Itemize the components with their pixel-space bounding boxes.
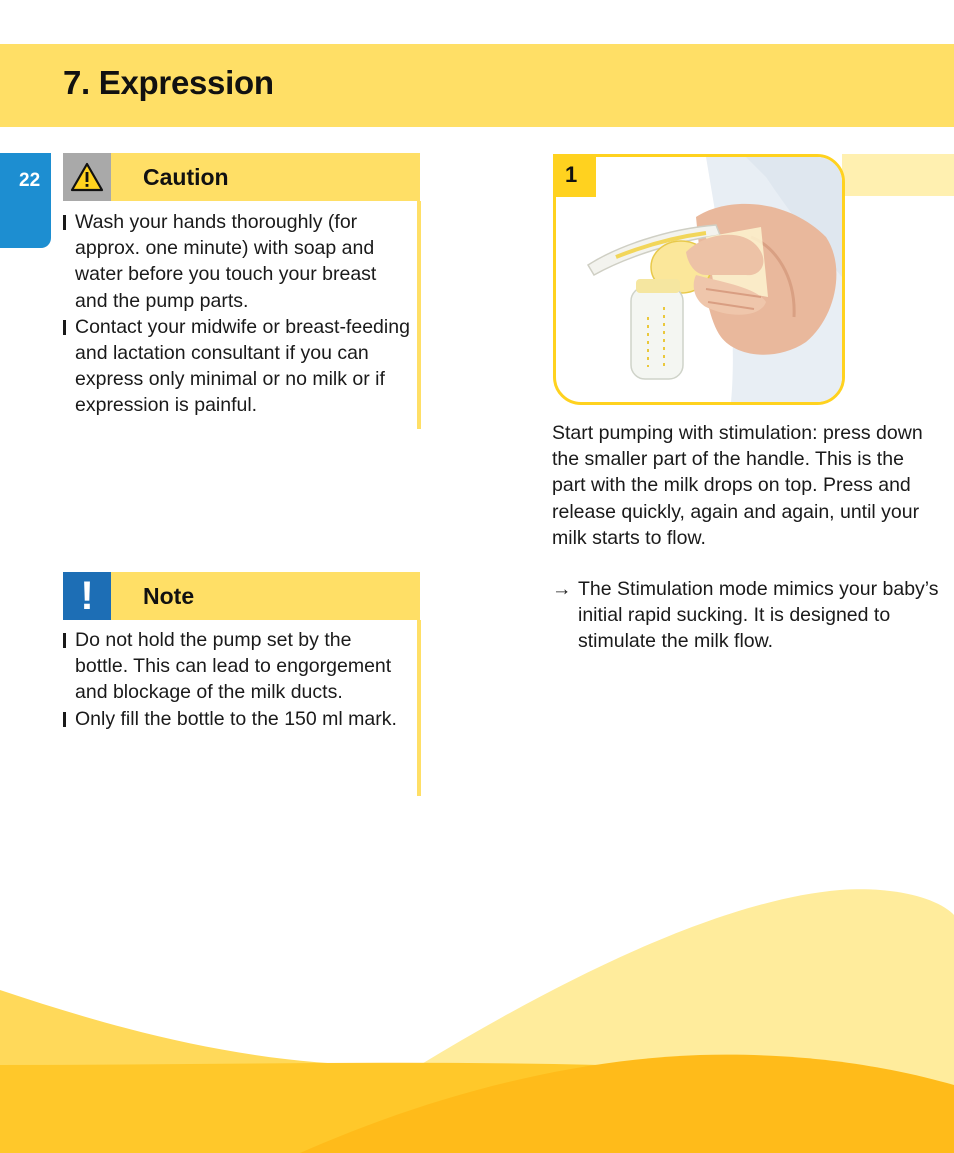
page-title: 7. Expression	[63, 64, 274, 101]
warning-icon	[63, 153, 111, 201]
exclamation-icon: !	[63, 572, 111, 620]
note-header	[63, 572, 420, 620]
caution-title: Caution	[143, 164, 229, 190]
list-item: Wash your hands thoroughly (for approx. one minute) with soap and water before you touch your breast and the pump parts.	[63, 209, 413, 314]
hint-block	[552, 576, 942, 655]
page-number-tab	[0, 153, 51, 248]
caution-list	[63, 209, 413, 419]
photo-side-strip	[842, 154, 954, 196]
step-instruction: Start pumping with stimulation: press down the smaller part of the handle. This is the part with the milk drops on top. Press and release quickly, again and again, until your milk starts to flow.	[552, 422, 923, 549]
page-number: 22	[19, 170, 41, 191]
list-item: Only fill the bottle to the 150 ml mark.	[63, 706, 408, 732]
note-side-rule	[417, 620, 421, 796]
hint-text: The Stimulation mode mimics your baby’s initial rapid sucking. It is designed to stimulate the milk flow.	[578, 578, 939, 653]
breast-pump-illustration	[553, 154, 845, 405]
note-list	[63, 627, 408, 732]
caution-header	[63, 153, 420, 201]
decorative-waves	[0, 860, 954, 1153]
arrow-right-icon: →	[552, 578, 572, 600]
note-title: Note	[143, 583, 195, 609]
step-number-badge	[553, 154, 596, 197]
list-item: Do not hold the pump set by the bottle. This can lead to engorgement and blockage of the milk ducts.	[63, 627, 408, 706]
list-item: Contact your midwife or breast-feeding and lactation consultant if you can express only minimal or no milk or if expression is painful.	[63, 314, 413, 419]
caution-side-rule	[417, 201, 421, 429]
step-number: 1	[565, 162, 578, 187]
